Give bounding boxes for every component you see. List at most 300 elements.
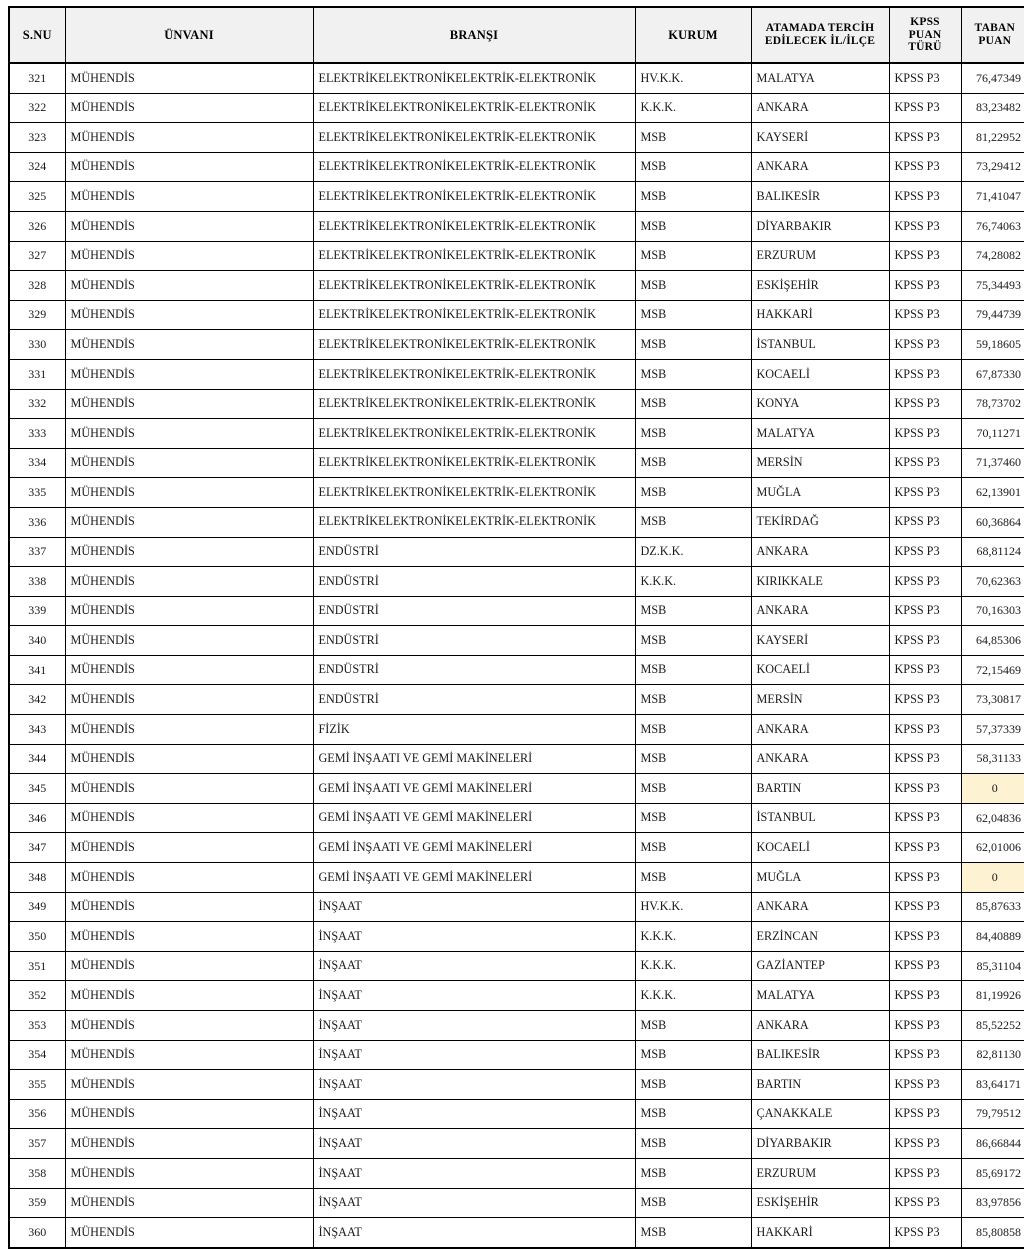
cell-kpss-puan-turu: KPSS P3 [889, 389, 961, 419]
column-header-kurum: KURUM [635, 7, 751, 63]
cell-il-ilce: BALIKESİR [751, 1040, 889, 1070]
cell-sno: 332 [9, 389, 65, 419]
cell-bransi: FİZİK [313, 715, 635, 745]
cell-kpss-puan-turu: KPSS P3 [889, 537, 961, 567]
column-header-unvani: ÜNVANI [65, 7, 313, 63]
cell-kurum: HV.K.K. [635, 892, 751, 922]
column-header-taban-puan [961, 7, 1024, 63]
cell-il-ilce: KOCAELİ [751, 655, 889, 685]
cell-sno: 355 [9, 1070, 65, 1100]
cell-kurum: DZ.K.K. [635, 537, 751, 567]
cell-taban-puan: 73,30817 [961, 685, 1024, 715]
cell-sno: 330 [9, 330, 65, 360]
cell-il-ilce: DİYARBAKIR [751, 211, 889, 241]
cell-kurum: MSB [635, 359, 751, 389]
cell-kurum: K.K.K. [635, 93, 751, 123]
cell-taban-puan: 57,37339 [961, 715, 1024, 745]
cell-unvani: MÜHENDİS [65, 330, 313, 360]
cell-unvani: MÜHENDİS [65, 1158, 313, 1188]
cell-kurum: MSB [635, 833, 751, 863]
cell-taban-puan: 83,64171 [961, 1070, 1024, 1100]
cell-bransi: ELEKTRİKELEKTRONİKELEKTRİK-ELEKTRONİK [313, 419, 635, 449]
cell-il-ilce: ANKARA [751, 1011, 889, 1041]
cell-taban-puan: 81,22952 [961, 123, 1024, 153]
cell-sno: 351 [9, 951, 65, 981]
cell-kpss-puan-turu: KPSS P3 [889, 981, 961, 1011]
cell-sno: 326 [9, 211, 65, 241]
cell-unvani: MÜHENDİS [65, 1040, 313, 1070]
cell-taban-puan: 81,19926 [961, 981, 1024, 1011]
cell-taban-puan: 62,01006 [961, 833, 1024, 863]
cell-unvani: MÜHENDİS [65, 951, 313, 981]
cell-kurum: MSB [635, 744, 751, 774]
table-row [9, 63, 1024, 93]
cell-taban-puan: 60,36864 [961, 507, 1024, 537]
cell-kurum: MSB [635, 1188, 751, 1218]
cell-taban-puan: 73,29412 [961, 152, 1024, 182]
table-header [9, 7, 1024, 63]
cell-bransi: İNŞAAT [313, 1099, 635, 1129]
cell-kpss-puan-turu: KPSS P3 [889, 951, 961, 981]
cell-il-ilce: ANKARA [751, 715, 889, 745]
cell-kpss-puan-turu: KPSS P3 [889, 744, 961, 774]
cell-bransi: İNŞAAT [313, 981, 635, 1011]
cell-bransi: GEMİ İNŞAATI VE GEMİ MAKİNELERİ [313, 774, 635, 804]
cell-il-ilce: KIRIKKALE [751, 567, 889, 597]
cell-unvani: MÜHENDİS [65, 863, 313, 893]
cell-kpss-puan-turu: KPSS P3 [889, 359, 961, 389]
cell-kurum: MSB [635, 655, 751, 685]
cell-bransi: İNŞAAT [313, 951, 635, 981]
cell-kurum: MSB [635, 211, 751, 241]
cell-kpss-puan-turu: KPSS P3 [889, 774, 961, 804]
cell-kpss-puan-turu: KPSS P3 [889, 1129, 961, 1159]
table-row [9, 123, 1024, 153]
cell-bransi: ENDÜSTRİ [313, 537, 635, 567]
cell-il-ilce: BALIKESİR [751, 182, 889, 212]
cell-kpss-puan-turu: KPSS P3 [889, 93, 961, 123]
cell-kurum: K.K.K. [635, 567, 751, 597]
cell-il-ilce: ESKİŞEHİR [751, 1188, 889, 1218]
cell-il-ilce: MALATYA [751, 63, 889, 93]
cell-il-ilce: ANKARA [751, 744, 889, 774]
cell-kpss-puan-turu: KPSS P3 [889, 567, 961, 597]
cell-bransi: İNŞAAT [313, 1011, 635, 1041]
cell-kurum: MSB [635, 715, 751, 745]
table-row [9, 182, 1024, 212]
cell-unvani: MÜHENDİS [65, 152, 313, 182]
cell-kurum: MSB [635, 389, 751, 419]
cell-sno: 336 [9, 507, 65, 537]
cell-kpss-puan-turu: KPSS P3 [889, 182, 961, 212]
cell-kurum: MSB [635, 596, 751, 626]
cell-bransi: ELEKTRİKELEKTRONİKELEKTRİK-ELEKTRONİK [313, 93, 635, 123]
cell-bransi: GEMİ İNŞAATI VE GEMİ MAKİNELERİ [313, 744, 635, 774]
cell-kpss-puan-turu: KPSS P3 [889, 448, 961, 478]
cell-bransi: ELEKTRİKELEKTRONİKELEKTRİK-ELEKTRONİK [313, 389, 635, 419]
cell-kurum: MSB [635, 182, 751, 212]
table-row [9, 241, 1024, 271]
cell-kurum: MSB [635, 478, 751, 508]
cell-kurum: MSB [635, 241, 751, 271]
cell-sno: 345 [9, 774, 65, 804]
cell-kurum: MSB [635, 1218, 751, 1248]
cell-unvani: MÜHENDİS [65, 981, 313, 1011]
cell-kurum: MSB [635, 448, 751, 478]
cell-taban-puan: 83,23482 [961, 93, 1024, 123]
cell-kurum: MSB [635, 271, 751, 301]
cell-sno: 339 [9, 596, 65, 626]
cell-bransi: ELEKTRİKELEKTRONİKELEKTRİK-ELEKTRONİK [313, 359, 635, 389]
table-row [9, 1070, 1024, 1100]
cell-il-ilce: ANKARA [751, 892, 889, 922]
cell-taban-puan: 76,74063 [961, 211, 1024, 241]
cell-il-ilce: ERZİNCAN [751, 922, 889, 952]
cell-taban-puan: 70,62363 [961, 567, 1024, 597]
cell-sno: 322 [9, 93, 65, 123]
column-header-kpss-line2: PUAN [908, 28, 942, 41]
column-header-sno: S.NU [9, 7, 65, 63]
cell-kurum: MSB [635, 1040, 751, 1070]
cell-sno: 342 [9, 685, 65, 715]
cell-unvani: MÜHENDİS [65, 478, 313, 508]
cell-taban-puan: 68,81124 [961, 537, 1024, 567]
cell-sno: 347 [9, 833, 65, 863]
table-row [9, 389, 1024, 419]
cell-il-ilce: KAYSERİ [751, 626, 889, 656]
cell-kpss-puan-turu: KPSS P3 [889, 922, 961, 952]
table-row [9, 537, 1024, 567]
cell-unvani: MÜHENDİS [65, 744, 313, 774]
cell-taban-puan: 83,97856 [961, 1188, 1024, 1218]
cell-kpss-puan-turu: KPSS P3 [889, 300, 961, 330]
cell-kpss-puan-turu: KPSS P3 [889, 863, 961, 893]
cell-unvani: MÜHENDİS [65, 63, 313, 93]
cell-il-ilce: İSTANBUL [751, 803, 889, 833]
cell-sno: 344 [9, 744, 65, 774]
cell-unvani: MÜHENDİS [65, 567, 313, 597]
table-body [9, 63, 1024, 1248]
cell-kurum: MSB [635, 803, 751, 833]
table-row [9, 922, 1024, 952]
cell-kpss-puan-turu: KPSS P3 [889, 507, 961, 537]
table-row [9, 419, 1024, 449]
cell-sno: 343 [9, 715, 65, 745]
cell-unvani: MÜHENDİS [65, 271, 313, 301]
cell-kurum: K.K.K. [635, 981, 751, 1011]
table-row [9, 152, 1024, 182]
cell-kpss-puan-turu: KPSS P3 [889, 1188, 961, 1218]
table-row [9, 715, 1024, 745]
cell-unvani: MÜHENDİS [65, 715, 313, 745]
cell-kurum: MSB [635, 507, 751, 537]
cell-unvani: MÜHENDİS [65, 448, 313, 478]
table-row [9, 655, 1024, 685]
cell-sno: 346 [9, 803, 65, 833]
cell-kurum: HV.K.K. [635, 63, 751, 93]
table-row [9, 1188, 1024, 1218]
cell-bransi: İNŞAAT [313, 1188, 635, 1218]
cell-sno: 353 [9, 1011, 65, 1041]
cell-bransi: GEMİ İNŞAATI VE GEMİ MAKİNELERİ [313, 863, 635, 893]
cell-sno: 341 [9, 655, 65, 685]
cell-il-ilce: MERSİN [751, 685, 889, 715]
column-header-bransi: BRANŞI [313, 7, 635, 63]
cell-taban-puan: 85,52252 [961, 1011, 1024, 1041]
cell-bransi: ELEKTRİKELEKTRONİKELEKTRİK-ELEKTRONİK [313, 123, 635, 153]
assignment-scores-table [8, 6, 1024, 1249]
cell-il-ilce: ANKARA [751, 152, 889, 182]
cell-kpss-puan-turu: KPSS P3 [889, 715, 961, 745]
cell-sno: 340 [9, 626, 65, 656]
cell-il-ilce: GAZİANTEP [751, 951, 889, 981]
cell-bransi: İNŞAAT [313, 1129, 635, 1159]
cell-il-ilce: MUĞLA [751, 863, 889, 893]
cell-bransi: ENDÜSTRİ [313, 685, 635, 715]
cell-kurum: MSB [635, 1099, 751, 1129]
cell-kurum: K.K.K. [635, 922, 751, 952]
cell-kpss-puan-turu: KPSS P3 [889, 419, 961, 449]
cell-bransi: ENDÜSTRİ [313, 596, 635, 626]
cell-bransi: ENDÜSTRİ [313, 567, 635, 597]
table-row [9, 211, 1024, 241]
cell-kurum: MSB [635, 123, 751, 153]
cell-kurum: MSB [635, 774, 751, 804]
cell-bransi: İNŞAAT [313, 1218, 635, 1248]
cell-unvani: MÜHENDİS [65, 182, 313, 212]
table-row [9, 330, 1024, 360]
cell-unvani: MÜHENDİS [65, 123, 313, 153]
cell-bransi: İNŞAAT [313, 1158, 635, 1188]
cell-il-ilce: TEKİRDAĞ [751, 507, 889, 537]
table-row [9, 863, 1024, 893]
cell-unvani: MÜHENDİS [65, 774, 313, 804]
cell-unvani: MÜHENDİS [65, 685, 313, 715]
table-row [9, 300, 1024, 330]
cell-kurum: MSB [635, 1158, 751, 1188]
column-header-il-ilce [751, 7, 889, 63]
cell-bransi: İNŞAAT [313, 892, 635, 922]
table-row [9, 478, 1024, 508]
cell-kpss-puan-turu: KPSS P3 [889, 1040, 961, 1070]
column-header-kpss-line3: TÜRÜ [908, 41, 942, 54]
cell-kurum: MSB [635, 419, 751, 449]
cell-kpss-puan-turu: KPSS P3 [889, 833, 961, 863]
cell-kurum: MSB [635, 685, 751, 715]
column-header-il-line2: EDİLECEK İL/İLÇE [764, 35, 876, 47]
cell-il-ilce: ERZURUM [751, 1158, 889, 1188]
cell-sno: 329 [9, 300, 65, 330]
cell-taban-puan: 78,73702 [961, 389, 1024, 419]
cell-il-ilce: ESKİŞEHİR [751, 271, 889, 301]
cell-kpss-puan-turu: KPSS P3 [889, 211, 961, 241]
cell-bransi: ELEKTRİKELEKTRONİKELEKTRİK-ELEKTRONİK [313, 448, 635, 478]
cell-unvani: MÜHENDİS [65, 922, 313, 952]
table-row [9, 744, 1024, 774]
cell-kurum: MSB [635, 863, 751, 893]
cell-il-ilce: ERZURUM [751, 241, 889, 271]
cell-il-ilce: ANKARA [751, 537, 889, 567]
cell-taban-puan: 62,04836 [961, 803, 1024, 833]
cell-sno: 324 [9, 152, 65, 182]
table-row [9, 1040, 1024, 1070]
cell-il-ilce: HAKKARİ [751, 300, 889, 330]
cell-taban-puan: 58,31133 [961, 744, 1024, 774]
cell-bransi: ELEKTRİKELEKTRONİKELEKTRİK-ELEKTRONİK [313, 211, 635, 241]
table-row [9, 803, 1024, 833]
cell-unvani: MÜHENDİS [65, 507, 313, 537]
cell-kurum: MSB [635, 626, 751, 656]
cell-taban-puan: 71,41047 [961, 182, 1024, 212]
cell-kpss-puan-turu: KPSS P3 [889, 1099, 961, 1129]
cell-unvani: MÜHENDİS [65, 1218, 313, 1248]
cell-unvani: MÜHENDİS [65, 389, 313, 419]
cell-kpss-puan-turu: KPSS P3 [889, 63, 961, 93]
cell-unvani: MÜHENDİS [65, 211, 313, 241]
cell-taban-puan: 84,40889 [961, 922, 1024, 952]
cell-kurum: MSB [635, 300, 751, 330]
cell-bransi: ELEKTRİKELEKTRONİKELEKTRİK-ELEKTRONİK [313, 507, 635, 537]
table-row [9, 981, 1024, 1011]
cell-taban-puan: 70,11271 [961, 419, 1024, 449]
table-row [9, 685, 1024, 715]
cell-il-ilce: ÇANAKKALE [751, 1099, 889, 1129]
cell-bransi: GEMİ İNŞAATI VE GEMİ MAKİNELERİ [313, 803, 635, 833]
cell-sno: 350 [9, 922, 65, 952]
cell-sno: 352 [9, 981, 65, 1011]
column-header-puan-line1: TABAN [974, 22, 1015, 35]
cell-unvani: MÜHENDİS [65, 1011, 313, 1041]
cell-sno: 334 [9, 448, 65, 478]
cell-sno: 321 [9, 63, 65, 93]
cell-unvani: MÜHENDİS [65, 833, 313, 863]
cell-sno: 360 [9, 1218, 65, 1248]
cell-kurum: MSB [635, 152, 751, 182]
cell-kpss-puan-turu: KPSS P3 [889, 892, 961, 922]
cell-sno: 331 [9, 359, 65, 389]
cell-taban-puan: 75,34493 [961, 271, 1024, 301]
cell-sno: 328 [9, 271, 65, 301]
cell-bransi: GEMİ İNŞAATI VE GEMİ MAKİNELERİ [313, 833, 635, 863]
column-header-kpss-line1: KPSS [910, 15, 940, 28]
cell-bransi: İNŞAAT [313, 922, 635, 952]
cell-kpss-puan-turu: KPSS P3 [889, 330, 961, 360]
cell-kpss-puan-turu: KPSS P3 [889, 478, 961, 508]
cell-taban-puan: 72,15469 [961, 655, 1024, 685]
table-row [9, 567, 1024, 597]
table-row [9, 774, 1024, 804]
cell-unvani: MÜHENDİS [65, 1129, 313, 1159]
cell-taban-puan: 76,47349 [961, 63, 1024, 93]
cell-taban-puan: 59,18605 [961, 330, 1024, 360]
cell-bransi: İNŞAAT [313, 1040, 635, 1070]
cell-sno: 354 [9, 1040, 65, 1070]
table-row [9, 1011, 1024, 1041]
table-row [9, 507, 1024, 537]
cell-il-ilce: ANKARA [751, 93, 889, 123]
cell-sno: 323 [9, 123, 65, 153]
cell-kpss-puan-turu: KPSS P3 [889, 626, 961, 656]
column-header-kpss-puan-turu [889, 7, 961, 63]
cell-sno: 349 [9, 892, 65, 922]
cell-kpss-puan-turu: KPSS P3 [889, 1218, 961, 1248]
cell-taban-puan: 62,13901 [961, 478, 1024, 508]
cell-taban-puan: 85,87633 [961, 892, 1024, 922]
cell-taban-puan: 67,87330 [961, 359, 1024, 389]
cell-il-ilce: MALATYA [751, 981, 889, 1011]
cell-taban-puan: 79,79512 [961, 1099, 1024, 1129]
cell-kpss-puan-turu: KPSS P3 [889, 1158, 961, 1188]
cell-sno: 348 [9, 863, 65, 893]
cell-unvani: MÜHENDİS [65, 419, 313, 449]
cell-taban-puan: 82,81130 [961, 1040, 1024, 1070]
cell-il-ilce: DİYARBAKIR [751, 1129, 889, 1159]
cell-il-ilce: KAYSERİ [751, 123, 889, 153]
cell-sno: 327 [9, 241, 65, 271]
cell-bransi: ELEKTRİKELEKTRONİKELEKTRİK-ELEKTRONİK [313, 271, 635, 301]
cell-sno: 335 [9, 478, 65, 508]
cell-il-ilce: HAKKARİ [751, 1218, 889, 1248]
cell-taban-puan: 64,85306 [961, 626, 1024, 656]
table-row [9, 626, 1024, 656]
cell-bransi: ELEKTRİKELEKTRONİKELEKTRİK-ELEKTRONİK [313, 300, 635, 330]
cell-taban-puan: 85,69172 [961, 1158, 1024, 1188]
table-row [9, 833, 1024, 863]
cell-il-ilce: KONYA [751, 389, 889, 419]
cell-kpss-puan-turu: KPSS P3 [889, 596, 961, 626]
cell-unvani: MÜHENDİS [65, 596, 313, 626]
cell-il-ilce: BARTIN [751, 1070, 889, 1100]
cell-unvani: MÜHENDİS [65, 359, 313, 389]
cell-taban-puan: 71,37460 [961, 448, 1024, 478]
cell-taban-puan: 79,44739 [961, 300, 1024, 330]
cell-sno: 338 [9, 567, 65, 597]
cell-unvani: MÜHENDİS [65, 93, 313, 123]
cell-taban-puan: 74,28082 [961, 241, 1024, 271]
cell-bransi: ELEKTRİKELEKTRONİKELEKTRİK-ELEKTRONİK [313, 152, 635, 182]
cell-unvani: MÜHENDİS [65, 300, 313, 330]
cell-bransi: ELEKTRİKELEKTRONİKELEKTRİK-ELEKTRONİK [313, 478, 635, 508]
cell-sno: 325 [9, 182, 65, 212]
cell-il-ilce: KOCAELİ [751, 359, 889, 389]
cell-bransi: İNŞAAT [313, 1070, 635, 1100]
cell-bransi: ENDÜSTRİ [313, 655, 635, 685]
cell-il-ilce: MALATYA [751, 419, 889, 449]
cell-bransi: ELEKTRİKELEKTRONİKELEKTRİK-ELEKTRONİK [313, 182, 635, 212]
cell-taban-puan: 70,16303 [961, 596, 1024, 626]
cell-unvani: MÜHENDİS [65, 655, 313, 685]
cell-il-ilce: MUĞLA [751, 478, 889, 508]
cell-kpss-puan-turu: KPSS P3 [889, 123, 961, 153]
cell-taban-puan: 86,66844 [961, 1129, 1024, 1159]
table-row [9, 892, 1024, 922]
cell-taban-puan: 85,80858 [961, 1218, 1024, 1248]
header-row [9, 7, 1024, 63]
table-row [9, 359, 1024, 389]
table-row [9, 448, 1024, 478]
column-header-il-line1: ATAMADA TERCİH [765, 22, 875, 35]
table-row [9, 596, 1024, 626]
cell-sno: 359 [9, 1188, 65, 1218]
cell-sno: 333 [9, 419, 65, 449]
cell-bransi: ELEKTRİKELEKTRONİKELEKTRİK-ELEKTRONİK [313, 241, 635, 271]
table-row [9, 1129, 1024, 1159]
cell-kurum: MSB [635, 330, 751, 360]
table-row [9, 1218, 1024, 1248]
cell-sno: 357 [9, 1129, 65, 1159]
table-row [9, 1099, 1024, 1129]
cell-unvani: MÜHENDİS [65, 803, 313, 833]
